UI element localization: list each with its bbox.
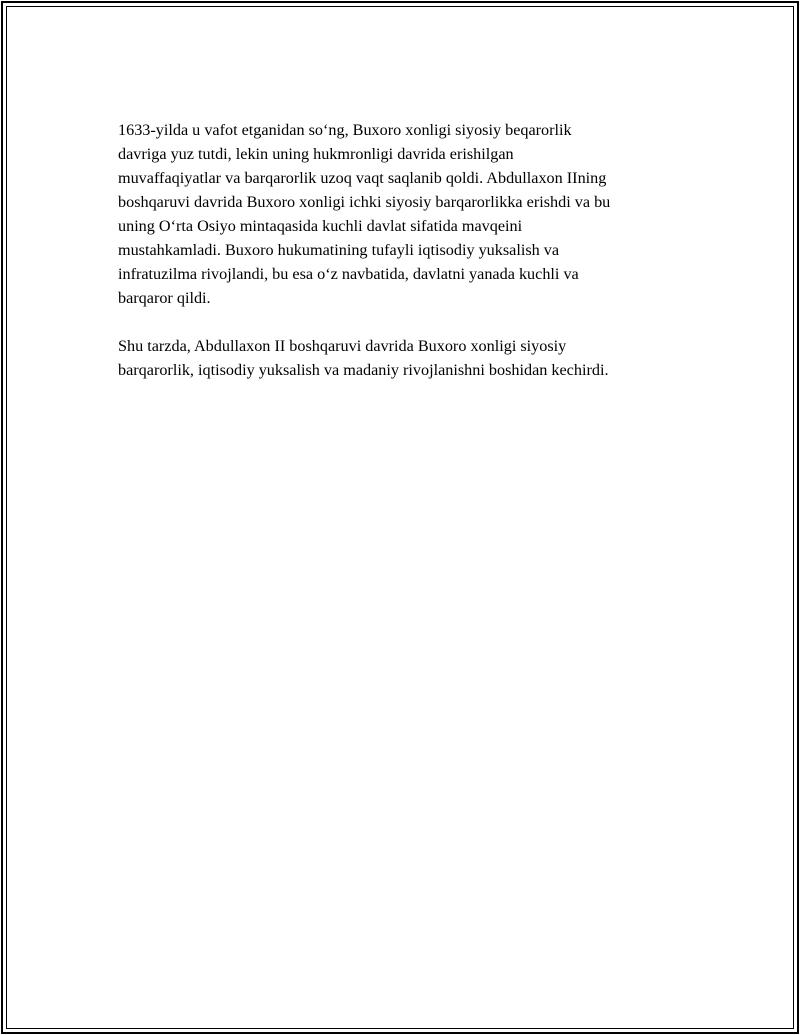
paragraph-line: uning O‘rta Osiyo mintaqasida kuchli davlat sifatida mavqeini <box>118 217 523 235</box>
paragraph-2 <box>118 334 698 382</box>
paragraph-line: mustahkamladi. Buxoro hukumatining tufayli iqtisodiy yuksalish va <box>118 241 560 259</box>
paragraph-line: boshqaruvi davrida Buxoro xonligi ichki siyosiy barqarorlikka erishdi va bu <box>118 193 611 211</box>
document-body <box>118 118 698 406</box>
paragraph-line: barqaror qildi. <box>118 289 211 307</box>
paragraph-1 <box>118 118 698 310</box>
paragraph-line: muvaffaqiyatlar va barqarorlik uzoq vaqt saqlanib qoldi. Abdullaxon IIning <box>118 169 607 187</box>
paragraph-line: 1633-yilda u vafot etganidan so‘ng, Buxoro xonligi siyosiy beqarorlik <box>118 121 572 139</box>
paragraph-line: Shu tarzda, Abdullaxon II boshqaruvi davrida Buxoro xonligi siyosiy <box>118 337 567 355</box>
paragraph-line: barqarorlik, iqtisodiy yuksalish va madaniy rivojlanishni boshidan kechirdi. <box>118 361 609 379</box>
paragraph-line: davriga yuz tutdi, lekin uning hukmronligi davrida erishilgan <box>118 145 514 163</box>
paragraph-line: infratuzilma rivojlandi, bu esa o‘z navbatida, davlatni yanada kuchli va <box>118 265 579 283</box>
